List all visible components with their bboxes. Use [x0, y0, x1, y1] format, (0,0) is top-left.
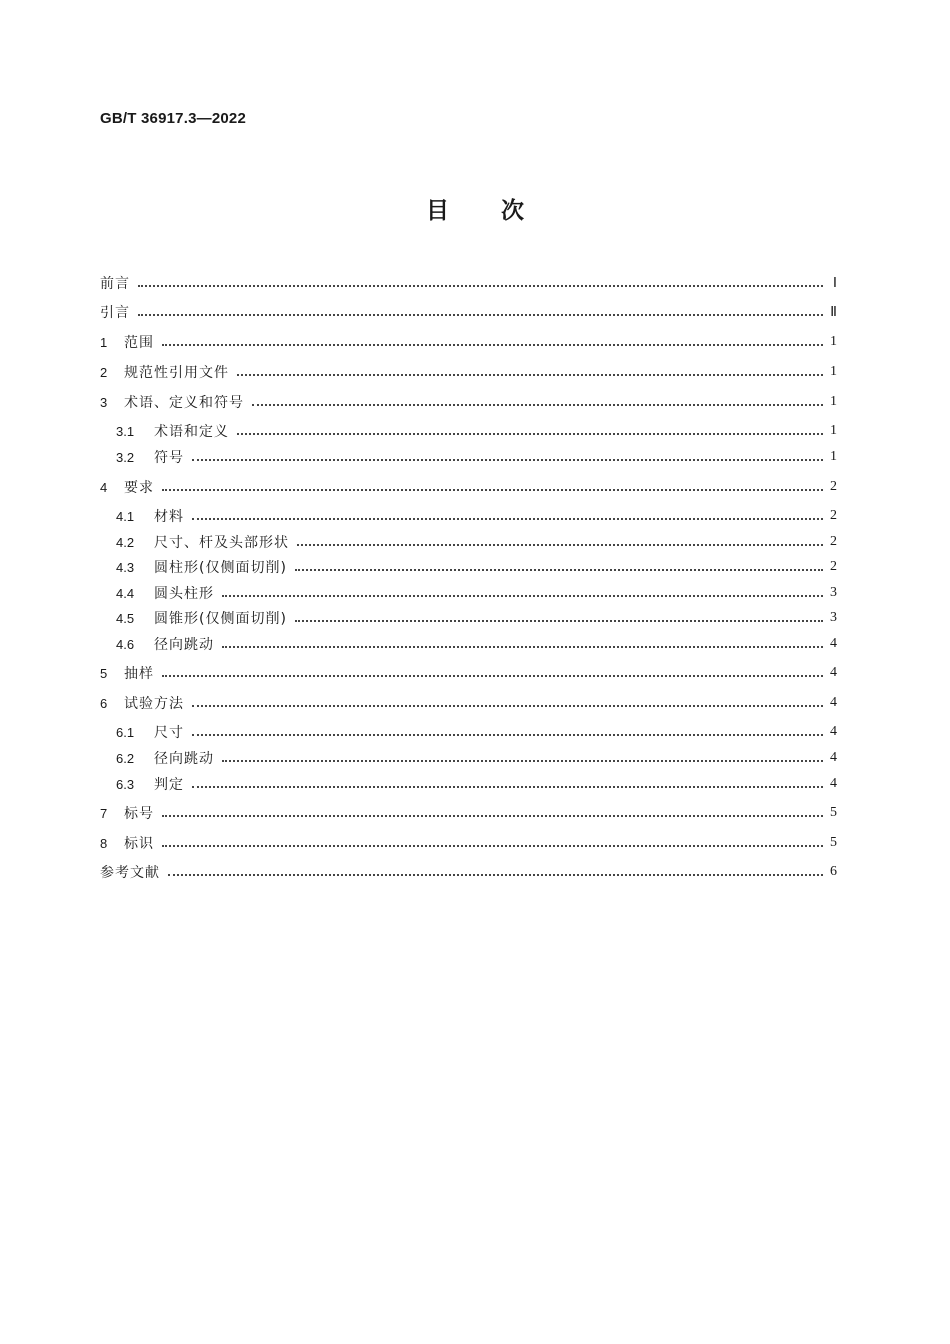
toc-entry-label: 范围 [124, 335, 154, 351]
toc-entry-number: 2 [100, 364, 108, 380]
page-title: 目次 [426, 198, 576, 224]
toc-entry-label: 抽样 [124, 666, 154, 682]
toc-entry-number: 4.4 [116, 585, 135, 601]
toc-entry-6-2[interactable] [116, 747, 837, 769]
toc-entry-label: 圆柱形(仅侧面切削) [154, 560, 287, 576]
toc-entry-number: 4.3 [116, 559, 135, 575]
toc-entry-label: 规范性引用文件 [124, 365, 229, 381]
toc-entry-page: 4 [830, 695, 837, 710]
toc-entry-label: 材料 [154, 509, 184, 525]
toc-entry-3-1[interactable] [116, 420, 837, 442]
toc-leader-dots [162, 675, 823, 677]
toc-leader-dots [192, 786, 823, 788]
toc-entry-label: 术语和定义 [154, 424, 229, 440]
toc-entry-page: 6 [830, 864, 837, 879]
toc-entry-page: 4 [830, 724, 837, 739]
toc-entry-number: 6 [100, 695, 108, 711]
toc-entry-number: 1 [100, 334, 108, 350]
toc-entry-page: 1 [830, 364, 837, 379]
toc-entry-label: 尺寸 [154, 725, 184, 741]
toc-entry-number: 5 [100, 665, 108, 681]
toc-entry-label: 标号 [124, 806, 154, 822]
toc-entry-page: 5 [830, 805, 837, 820]
toc-entry-page: Ⅱ [830, 304, 837, 320]
toc-leader-dots [192, 518, 823, 520]
toc-leader-dots [162, 815, 823, 817]
toc-leader-dots [162, 344, 823, 346]
toc-entry-page: 5 [830, 835, 837, 850]
toc-entry-page: 1 [830, 334, 837, 349]
toc-entry-label: 圆锥形(仅侧面切削) [154, 611, 287, 627]
toc-entry-page: 1 [830, 394, 837, 409]
toc-entry-page: 2 [830, 559, 837, 574]
toc-entry-page: 1 [830, 423, 837, 438]
toc-entry-number: 4 [100, 479, 108, 495]
toc-entry-page: 4 [830, 636, 837, 651]
toc-entry-page: 2 [830, 534, 837, 549]
toc-leader-dots [168, 874, 823, 876]
toc-entry-page: 4 [830, 750, 837, 765]
toc-entry-number: 4.6 [116, 636, 135, 652]
toc-entry-label: 前言 [100, 276, 130, 292]
toc-entry-6-1[interactable] [116, 721, 837, 743]
toc-entry-label: 试验方法 [124, 696, 184, 712]
toc-entry-page: 4 [830, 665, 837, 680]
toc-entry-number: 6.1 [116, 724, 135, 740]
toc-entry-page: 2 [830, 479, 837, 494]
toc-entry-label: 圆头柱形 [154, 586, 214, 602]
toc-leader-dots [222, 760, 823, 762]
toc-entry-label: 引言 [100, 305, 130, 321]
toc-entry-number: 3.1 [116, 423, 135, 439]
toc-leader-dots [237, 433, 823, 435]
toc-entry-3-2[interactable] [116, 446, 837, 468]
toc-entry-label: 判定 [154, 777, 184, 793]
toc-entry-label: 径向跳动 [154, 637, 214, 653]
toc-entry-label: 标识 [124, 836, 154, 852]
toc-entry-6-3[interactable] [116, 773, 837, 795]
toc-leader-dots [222, 646, 823, 648]
toc-entry-4-2[interactable] [116, 531, 837, 553]
toc-leader-dots [192, 459, 823, 461]
toc-leader-dots [138, 285, 823, 287]
toc-leader-dots [237, 374, 823, 376]
toc-entry-introduction[interactable] [100, 301, 837, 323]
toc-entry-page: 1 [830, 449, 837, 464]
toc-entry-number: 4.1 [116, 508, 135, 524]
toc-entry-label: 尺寸、杆及头部形状 [154, 535, 289, 551]
toc-leader-dots [252, 404, 823, 406]
toc-leader-dots [295, 569, 823, 571]
toc-entry-4-6[interactable] [116, 633, 837, 655]
toc-entry-6[interactable] [100, 692, 837, 714]
toc-entry-label: 参考文献 [100, 865, 160, 881]
toc-entry-3[interactable] [100, 391, 837, 413]
toc-entry-1[interactable] [100, 331, 837, 353]
toc-entry-label: 术语、定义和符号 [124, 395, 244, 411]
toc-entry-page: 2 [830, 508, 837, 523]
toc-entry-7[interactable] [100, 802, 837, 824]
toc-entry-page: 3 [830, 610, 837, 625]
toc-entry-number: 4.2 [116, 534, 135, 550]
toc-entry-page: Ⅰ [832, 275, 837, 291]
toc-entry-foreword[interactable] [100, 272, 837, 294]
toc-entry-4[interactable] [100, 476, 837, 498]
toc-entry-number: 4.5 [116, 610, 135, 626]
toc-entry-label: 径向跳动 [154, 751, 214, 767]
toc-leader-dots [295, 620, 823, 622]
toc-entry-label: 要求 [124, 480, 154, 496]
toc-leader-dots [192, 705, 823, 707]
toc-entry-4-5[interactable] [116, 607, 837, 629]
toc-leader-dots [162, 845, 823, 847]
toc-entry-number: 3 [100, 394, 108, 410]
toc-entry-page: 4 [830, 776, 837, 791]
toc-entry-number: 8 [100, 835, 108, 851]
toc-entry-2[interactable] [100, 361, 837, 383]
toc-entry-number: 7 [100, 805, 108, 821]
toc-entry-bibliography[interactable] [100, 861, 837, 883]
toc-leader-dots [192, 734, 823, 736]
toc-entry-4-4[interactable] [116, 582, 837, 604]
toc-entry-page: 3 [830, 585, 837, 600]
toc-entry-4-1[interactable] [116, 505, 837, 527]
toc-entry-8[interactable] [100, 832, 837, 854]
toc-leader-dots [297, 544, 823, 546]
toc-entry-number: 6.3 [116, 776, 135, 792]
standard-code: GB/T 36917.3—2022 [100, 110, 246, 127]
toc-leader-dots [138, 314, 823, 316]
toc-entry-number: 6.2 [116, 750, 135, 766]
toc-entry-5[interactable] [100, 662, 837, 684]
toc-leader-dots [162, 489, 823, 491]
toc-entry-label: 符号 [154, 450, 184, 466]
toc-entry-4-3[interactable] [116, 556, 837, 578]
toc-leader-dots [222, 595, 823, 597]
toc-entry-number: 3.2 [116, 449, 135, 465]
